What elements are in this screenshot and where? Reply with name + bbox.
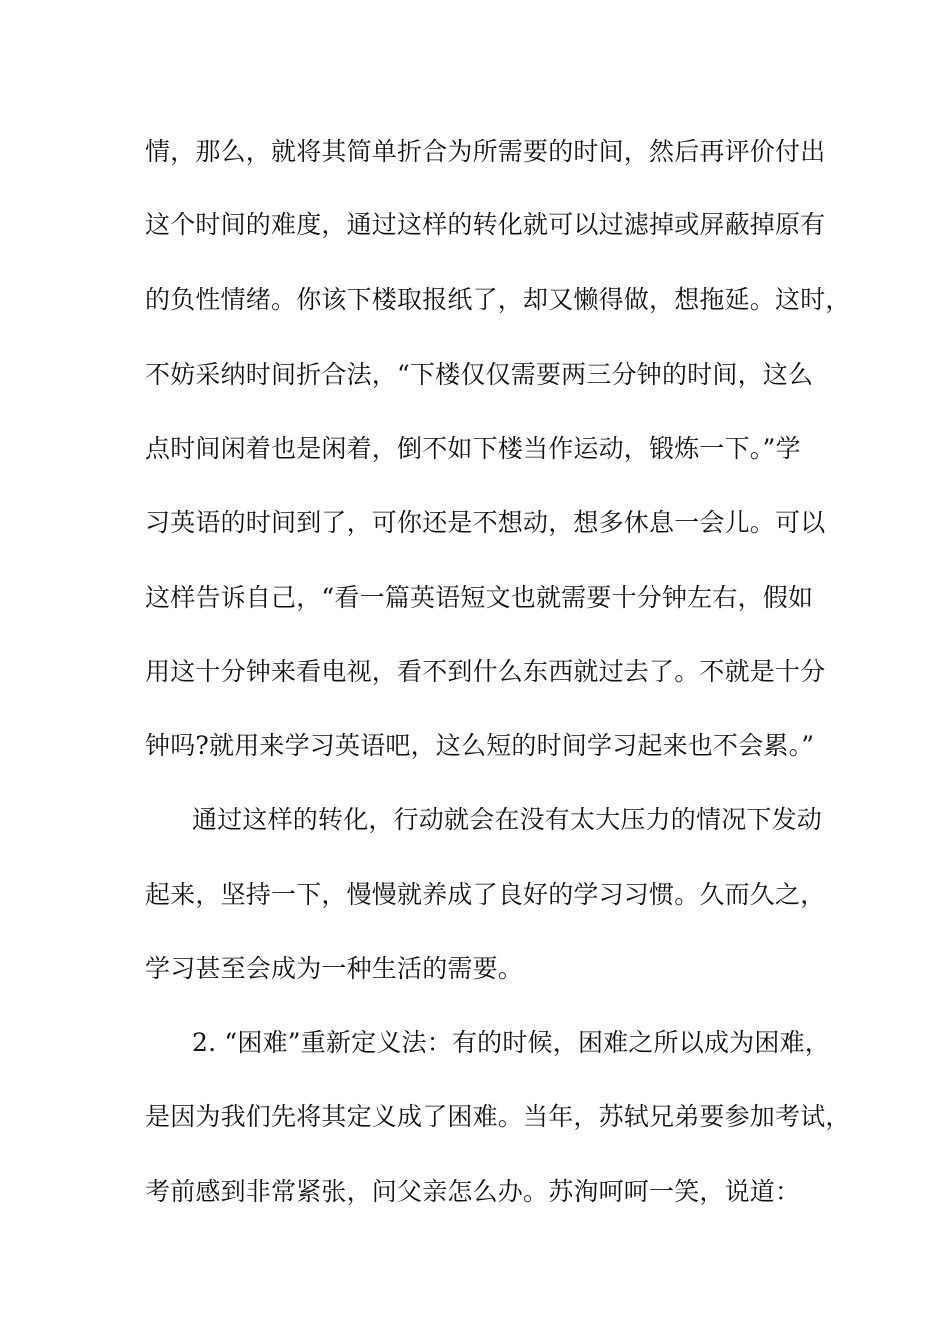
numbered-paragraph-start-line: 2. “困难”重新定义法：有的时候，困难之所以成为困难，: [192, 1028, 830, 1057]
text-line: 的负性情绪。你该下楼取报纸了，却又懒得做，想拖延。这时，: [145, 285, 851, 314]
paragraph-start-line: 通过这样的转化，行动就会在没有太大压力的情况下发动: [192, 805, 823, 834]
text-line: 情，那么，就将其简单折合为所需要的时间，然后再评价付出: [145, 137, 826, 166]
text-line: 学习甚至会成为一种生活的需要。: [145, 954, 524, 983]
text-line: 是因为我们先将其定义成了困难。当年，苏轼兄弟要参加考试，: [145, 1102, 851, 1131]
text-line: 这样告诉自己，“看一篇英语短文也就需要十分钟左右，假如: [145, 583, 814, 612]
text-line: 用这十分钟来看电视，看不到什么东西就过去了。不就是十分: [145, 657, 826, 686]
text-line: 点时间闲着也是闲着，倒不如下楼当作运动，锻炼一下。”学: [145, 434, 801, 463]
text-line: 钟吗?就用来学习英语吧，这么短的时间学习起来也不会累。”: [145, 731, 815, 760]
text-line: 起来，坚持一下，慢慢就养成了良好的学习习惯。久而久之，: [145, 880, 826, 909]
text-line: 习英语的时间到了，可你还是不想动，想多休息一会儿。可以: [145, 508, 826, 537]
text-line: 不妨采纳时间折合法，“下楼仅仅需要两三分钟的时间，这么: [145, 360, 814, 389]
text-line: 考前感到非常紧张，问父亲怎么办。苏洵呵呵一笑，说道：: [145, 1177, 801, 1206]
text-line: 这个时间的难度，通过这样的转化就可以过滤掉或屏蔽掉原有: [145, 210, 826, 239]
